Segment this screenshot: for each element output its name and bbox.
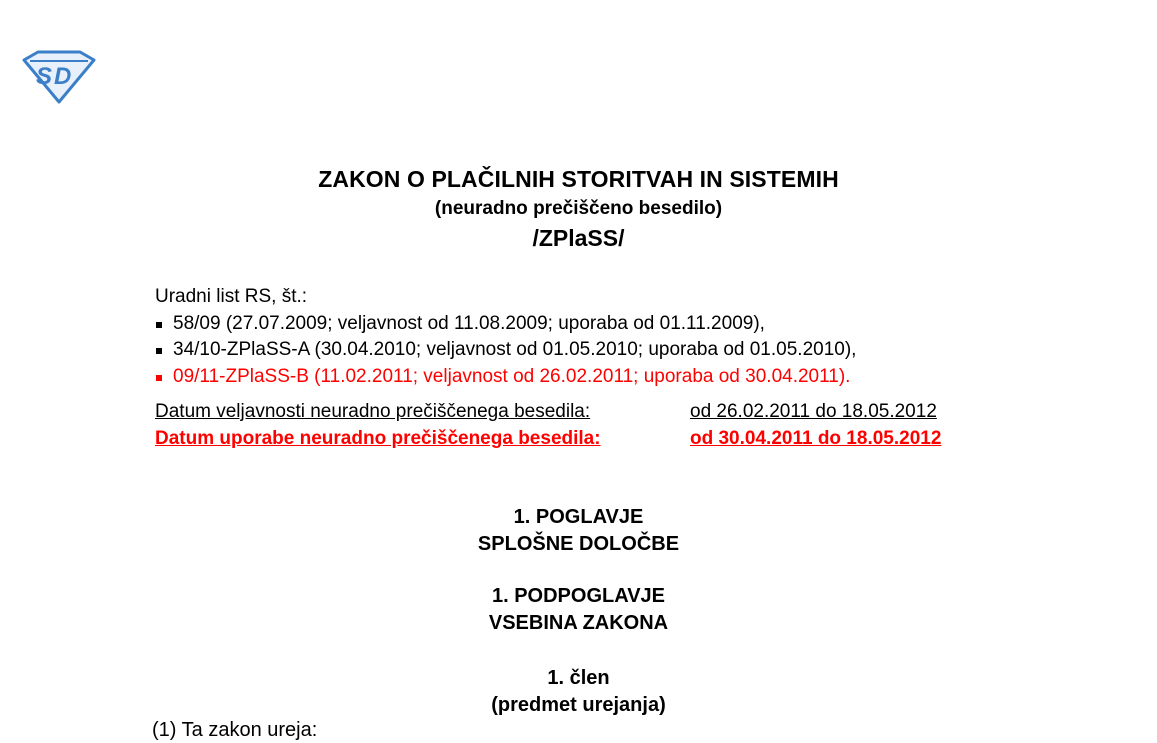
article-number: 1. člen — [547, 667, 610, 689]
paragraph-1: (1) Ta zakon ureja: — [152, 719, 318, 741]
subchapter-name: VSEBINA ZAKONA — [488, 612, 669, 634]
article-name: (predmet urejanja) — [491, 694, 666, 716]
gazette-items — [155, 311, 856, 391]
square-bullet-icon — [156, 348, 162, 354]
document-abbreviation: /ZPlaSS/ — [532, 225, 625, 251]
gazette-item: 34/10-ZPlaSS-A (30.04.2010; veljavnost od 01.05.2010; uporaba od 01.05.2010), — [155, 337, 856, 364]
chapter-number: 1. POGLAVJE — [513, 506, 644, 528]
usage-label: Datum uporabe neuradno prečiščenega besedila: — [155, 428, 601, 449]
gazette-item: 58/09 (27.07.2009; veljavnost od 11.08.2009; uporaba od 01.11.2009), — [155, 311, 856, 338]
square-bullet-icon — [156, 322, 162, 328]
gazette-label: Uradni list RS, št.: — [155, 286, 308, 307]
chapter-name: SPLOŠNE DOLOČBE — [477, 533, 680, 555]
document-title: ZAKON O PLAČILNIH STORITVAH IN SISTEMIH — [318, 166, 839, 192]
validity-value: od 26.02.2011 do 18.05.2012 — [690, 401, 937, 422]
sd-shield-logo-icon — [22, 50, 96, 104]
validity-label: Datum veljavnosti neuradno prečiščenega besedila: — [155, 401, 591, 422]
gazette-item-latest: 09/11-ZPlaSS-B (11.02.2011; veljavnost od 26.02.2011; uporaba od 30.04.2011). — [155, 364, 856, 391]
official-gazette-list — [155, 284, 856, 390]
subchapter-number: 1. PODPOGLAVJE — [491, 585, 665, 607]
usage-value: od 30.04.2011 do 18.05.2012 — [690, 428, 942, 449]
square-bullet-icon — [156, 375, 162, 381]
document-subtitle: (neuradno prečiščeno besedilo) — [434, 198, 723, 219]
svg-text:D: D — [54, 63, 72, 90]
svg-text:S: S — [36, 63, 53, 90]
